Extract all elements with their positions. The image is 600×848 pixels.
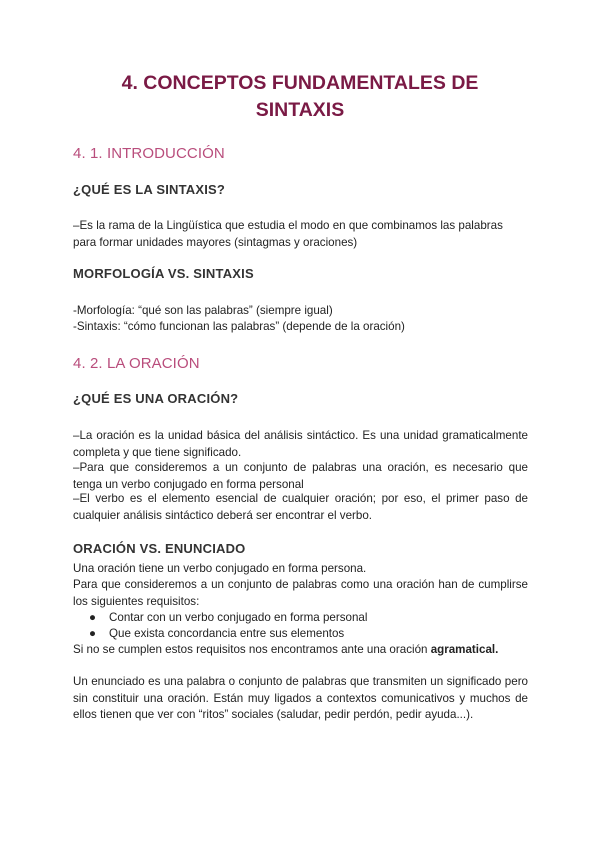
title-line-1: 4. CONCEPTOS FUNDAMENTALES DE xyxy=(121,72,479,94)
paragraph-oracion-verbo-persona: Una oración tiene un verbo conjugado en forma persona. xyxy=(73,562,367,575)
paragraph-oracion-unidad: –La oración es la unidad básica del análisis sintáctico. Es una unidad gramaticalmente completa y que tiene significado. xyxy=(73,429,528,459)
bullet-icon: ● xyxy=(89,627,97,640)
paragraph-verbo-esencial: –El verbo es el elemento esencial de cualquier oración; por eso, el primer paso de cualquier análisis sintáctico deberá ser encontrar el verbo. xyxy=(73,492,528,522)
section-heading-la-oracion: 4. 2. LA ORACIÓN xyxy=(73,355,200,372)
line-morfologia: -Morfología: “qué son las palabras” (siempre igual) xyxy=(73,304,333,317)
list-item-requisito-2 xyxy=(89,626,344,643)
paragraph-agramatical xyxy=(73,642,528,659)
document-title xyxy=(60,70,540,124)
paragraph-oracion-verbo: –Para que consideremos a un conjunto de palabras una oración, es necesario que tenga un verbo conjugado en forma personal xyxy=(73,461,528,491)
subheading-que-es-oracion: ¿QUÉ ES UNA ORACIÓN? xyxy=(73,391,239,406)
paragraph-text: Si no se cumplen estos requisitos nos encontramos ante una oración xyxy=(73,643,431,656)
paragraph-requisitos: Para que consideremos a un conjunto de palabras como una oración han de cumplirse los siguientes requisitos: xyxy=(73,578,528,608)
paragraph-enunciado: Un enunciado es una palabra o conjunto de palabras que transmiten un significado pero sin constituir una oración. Están muy ligados a contextos comunicativos y muchos de ellos tienen que ver con “ritos” sociales (saludar, pedir perdón, pedir ayuda...). xyxy=(73,675,528,722)
line-sintaxis: -Sintaxis: “cómo funcionan las palabras” (depende de la oración) xyxy=(73,320,405,333)
bold-term-agramatical: agramatical. xyxy=(430,643,499,656)
title-line-2: SINTAXIS xyxy=(255,99,345,121)
subheading-morfologia-vs-sintaxis: MORFOLOGÍA VS. SINTAXIS xyxy=(73,266,254,281)
subheading-que-es-sintaxis: ¿QUÉ ES LA SINTAXIS? xyxy=(73,182,226,197)
list-item-requisito-1 xyxy=(89,610,367,627)
section-heading-introduccion: 4. 1. INTRODUCCIÓN xyxy=(73,145,225,162)
list-item-label: Contar con un verbo conjugado en forma personal xyxy=(109,611,368,624)
bullet-icon: ● xyxy=(89,611,97,624)
subheading-oracion-vs-enunciado: ORACIÓN VS. ENUNCIADO xyxy=(73,541,246,556)
paragraph-definicion-sintaxis: –Es la rama de la Lingüística que estudia el modo en que combinamos las palabras para formar unidades mayores (sintagmas y oraciones) xyxy=(73,219,503,249)
list-item-label: Que exista concordancia entre sus elementos xyxy=(109,627,345,640)
